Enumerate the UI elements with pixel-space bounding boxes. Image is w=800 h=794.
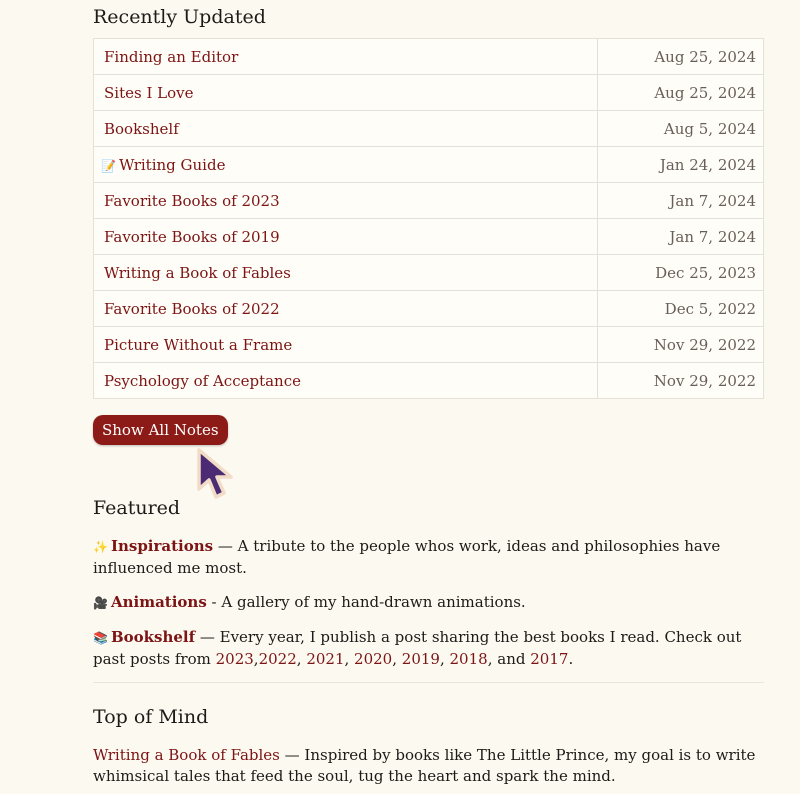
- table-row: [94, 183, 764, 219]
- table-row: [94, 291, 764, 327]
- show-all-notes-button[interactable]: Show All Notes: [93, 415, 228, 445]
- year-link-2019[interactable]: 2019: [401, 650, 440, 668]
- year-link-2020[interactable]: 2020: [354, 650, 393, 668]
- note-link[interactable]: Finding an Editor: [104, 47, 239, 66]
- animations-description: - A gallery of my hand-drawn animations.: [206, 593, 526, 611]
- table-row: [94, 75, 764, 111]
- note-link[interactable]: Bookshelf: [104, 119, 179, 138]
- note-link[interactable]: Writing a Book of Fables: [104, 263, 291, 282]
- note-date: Dec 25, 2023: [598, 255, 764, 291]
- and-text: and: [497, 650, 526, 668]
- note-link[interactable]: Favorite Books of 2022: [104, 299, 280, 318]
- note-link[interactable]: Writing Guide: [118, 155, 226, 174]
- note-date: Nov 29, 2022: [598, 327, 764, 363]
- year-link-2021[interactable]: 2021: [306, 650, 345, 668]
- year-link-2022[interactable]: 2022: [258, 650, 297, 668]
- inspirations-link[interactable]: Inspirations: [110, 537, 214, 555]
- note-date: Nov 29, 2022: [598, 363, 764, 399]
- note-date: Aug 25, 2024: [598, 75, 764, 111]
- note-link[interactable]: Favorite Books of 2019: [104, 227, 280, 246]
- note-link[interactable]: Favorite Books of 2023: [104, 191, 280, 210]
- mouse-pointer-icon: [196, 447, 236, 503]
- featured-bookshelf: 📚 Bookshelf — Every year, I publish a post sharing the best books I read. Check out past posts from 2023,2022, 2021, 2020, 2019, 2018, and 2017.: [93, 628, 742, 668]
- note-date: Aug 5, 2024: [598, 111, 764, 147]
- note-link[interactable]: Psychology of Acceptance: [104, 371, 301, 390]
- animations-link[interactable]: Animations: [110, 593, 207, 611]
- note-link[interactable]: Sites I Love: [104, 83, 194, 102]
- featured-animations: [93, 592, 764, 614]
- table-row: [94, 363, 764, 399]
- bookshelf-link[interactable]: Bookshelf: [110, 628, 196, 646]
- year-link-2023[interactable]: 2023: [215, 650, 254, 668]
- note-date: Dec 5, 2022: [598, 291, 764, 327]
- table-row: [94, 327, 764, 363]
- note-date: Jan 24, 2024: [598, 147, 764, 183]
- table-row: [94, 111, 764, 147]
- table-row: [94, 255, 764, 291]
- top-of-mind-entry: [93, 745, 764, 787]
- recent-notes-table: [93, 38, 764, 399]
- movie-camera-icon: 🎥: [93, 596, 108, 610]
- note-date: Jan 7, 2024: [598, 219, 764, 255]
- top-of-mind-link[interactable]: Writing a Book of Fables: [93, 746, 280, 764]
- top-of-mind-description: — Inspired by books like The Little Prince, my goal is to write whimsical tales that feed the soul, tug the heart and spark the mind.: [93, 746, 756, 785]
- table-row: [94, 39, 764, 75]
- note-date: Aug 25, 2024: [598, 39, 764, 75]
- year-link-2018[interactable]: 2018: [449, 650, 488, 668]
- note-link[interactable]: Picture Without a Frame: [104, 335, 293, 354]
- top-of-mind-heading: Top of Mind: [93, 706, 209, 728]
- featured-heading: Featured: [93, 497, 181, 519]
- bookshelf-description: — Every year, I publish a post sharing the best books I read. Check out past posts from: [93, 628, 742, 668]
- table-row: [94, 219, 764, 255]
- recently-updated-heading: Recently Updated: [93, 6, 266, 28]
- inspirations-description: — A tribute to the people whos work, ideas and philosophies have influenced me most.: [93, 537, 721, 577]
- section-divider: [93, 682, 764, 683]
- memo-icon: 📝: [101, 158, 116, 173]
- sparkles-icon: ✨: [93, 540, 108, 554]
- table-row: [94, 147, 764, 183]
- year-link-2017[interactable]: 2017: [530, 650, 569, 668]
- books-icon: 📚: [93, 631, 108, 645]
- note-date: Jan 7, 2024: [598, 183, 764, 219]
- featured-inspirations: [93, 536, 764, 579]
